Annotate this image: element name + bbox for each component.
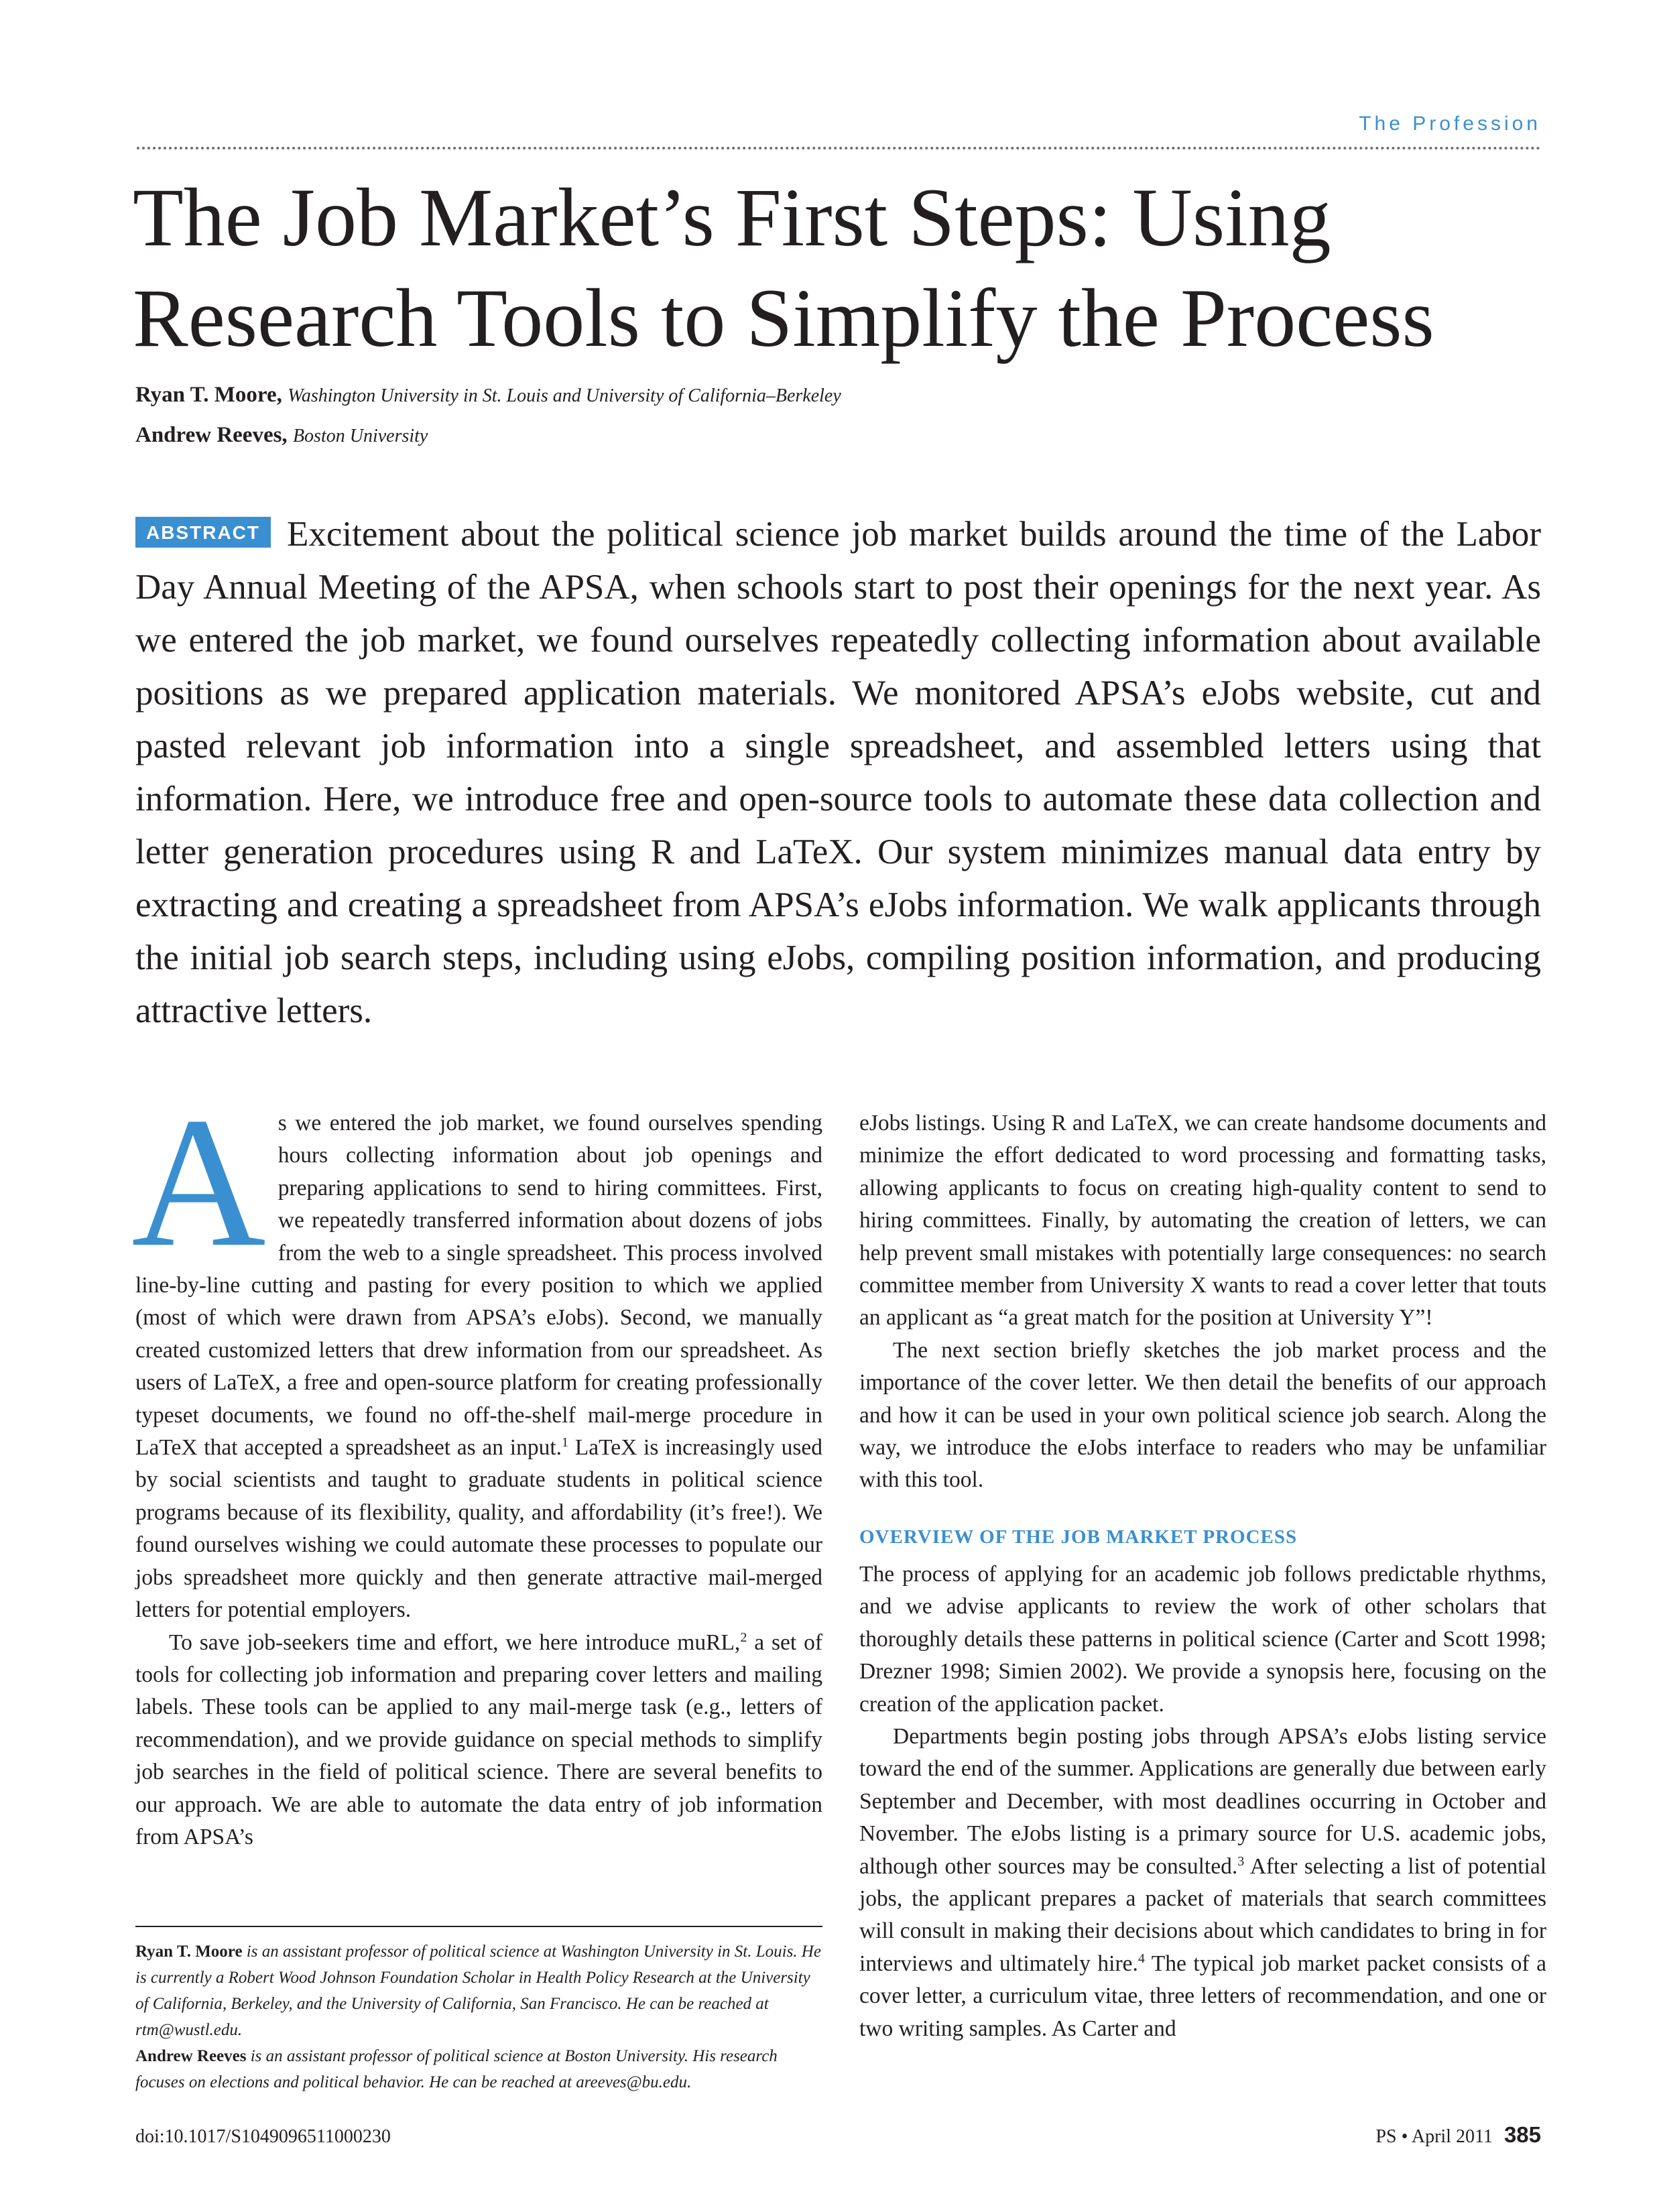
body-text: The typical job market packet consists of a cover letter, a curriculum vitae, three letters of recommendation, and one or two writing samples. As Carter and bbox=[859, 1951, 1546, 2041]
section-heading: OVERVIEW OF THE JOB MARKET PROCESS bbox=[859, 1526, 1298, 1548]
footnote-marker[interactable]: 2 bbox=[740, 1630, 747, 1645]
separator-bullet: • bbox=[1401, 2126, 1408, 2147]
body-text: a set of tools for collecting job information and preparing cover letters and mailing labels. These tools can be applied to any mail-merge task (e.g., letters of recommendation), and we provide guidance on special methods to simplify job searches in the field of political science. There are several benefits to our approach. We are able to automate the data entry of job information from APSA’s bbox=[135, 1630, 822, 1849]
body-paragraph: The process of applying for an academic job follows predictable rhythms, and we advise applicants to review the work of other scholars that thoroughly details these patterns in political science (Carter and Scott 1998; Drezner 1998; Simien 2002). We provide a synopsis here, focusing on the creation of the application packet. bbox=[859, 1561, 1546, 1717]
footnote-marker[interactable]: 3 bbox=[1237, 1853, 1245, 1869]
doi: doi:10.1017/S1049096511000230 bbox=[135, 2126, 391, 2147]
drop-cap: A bbox=[131, 1079, 266, 1286]
author-list bbox=[135, 375, 1543, 456]
author-entry bbox=[135, 375, 1543, 416]
body-paragraph: The next section briefly sketches the job market process and the importance of the cover letter. We then detail the benefits of our approach and how it can be used in your own political science job search. Along the way, we introduce the eJobs interface to readers who may be unfamiliar with this tool. bbox=[859, 1337, 1546, 1493]
abstract bbox=[135, 508, 1541, 1038]
footnote-marker[interactable]: 4 bbox=[1138, 1951, 1145, 1966]
bio-text: is an assistant professor of political science at Boston University. His research focuses on elections and political behavior. He can be reached at areeves@bu.edu. bbox=[135, 2047, 778, 2091]
body-text: After selecting a list of potential jobs, the applicant prepares a packet of materials that search committees will consult in making their decisions about which candidates to bring in for interviews and ultimately hire. bbox=[859, 1853, 1547, 1976]
author-bios bbox=[135, 1939, 822, 2095]
footnote-marker[interactable]: 1 bbox=[562, 1434, 569, 1450]
body-text: LaTeX is increasingly used by social scientists and taught to graduate students in political science programs because of its flexibility, quality, and affordability (it’s free!). We found ourselves wishing we could automate these processes to populate our jobs spreadsheet more quickly and then generate attractive mail-merged letters for potential employers. bbox=[135, 1435, 822, 1623]
author-affiliation: Boston University bbox=[292, 426, 428, 446]
journal-name: PS bbox=[1375, 2126, 1397, 2147]
section-label: The Profession bbox=[1359, 113, 1541, 135]
author-entry bbox=[135, 416, 1543, 456]
issue-date: April 2011 bbox=[1411, 2126, 1493, 2147]
body-column-right bbox=[859, 1107, 1546, 2045]
body-paragraph bbox=[131, 1079, 822, 1627]
author-name: Andrew Reeves, bbox=[135, 423, 288, 447]
body-paragraph bbox=[859, 1721, 1546, 2045]
header-divider bbox=[137, 147, 1541, 149]
bio-divider bbox=[135, 1926, 822, 1927]
bio-name: Andrew Reeves bbox=[135, 2047, 247, 2065]
body-text: s we entered the job market, we found ourselves spending hours collecting information about job openings and preparing applications to send to hiring committees. First, we repeatedly transferred information about dozens of jobs from the web to a single spreadsheet. This process involved line-by-line cutting and pasting for every position to which we applied (most of which were drawn from APSA’s eJobs). Second, we manually created customized letters that drew information from our spreadsheet. As users of LaTeX, a free and open-source platform for creating professionally typeset documents, we found no off-the-shelf mail-merge procedure in LaTeX that accepted a spreadsheet as an input. bbox=[135, 1111, 822, 1461]
body-column-left bbox=[131, 1079, 822, 1853]
body-paragraph: eJobs listings. Using R and LaTeX, we can create handsome documents and minimize the effort dedicated to word processing and formatting tasks, allowing applicants to focus on creating high-quality content to send to hiring committees. Finally, by automating the creation of letters, we can help prevent small mistakes with potentially large consequences: no search committee member from University X wants to read a cover letter that touts an applicant as “a great match for the position at University Y”! bbox=[859, 1111, 1546, 1331]
page-footer bbox=[1375, 2122, 1541, 2148]
article-title: The Job Market’s First Steps: Using Research Tools to Simplify the Process bbox=[133, 172, 1434, 364]
author-name: Ryan T. Moore, bbox=[135, 383, 282, 407]
author-bio bbox=[135, 2043, 822, 2095]
body-text: Departments begin posting jobs through APSA’s eJobs listing service toward the end of the summer. Applications are generally due between early September and December, with most deadlines occurring in October and November. The eJobs listing is a primary source for U.S. academic jobs, although other sources may be consulted. bbox=[859, 1723, 1546, 1879]
bio-text: is an assistant professor of political science at Washington University in St. Louis. He is currently a Robert Wood Johnson Foundation Scholar in Health Policy Research at the University of California, Berkeley, and the University of California, San Francisco. He can be reached at rtm@wustl.edu. bbox=[135, 1943, 821, 2039]
bio-name: Ryan T. Moore bbox=[135, 1943, 243, 1961]
abstract-badge: ABSTRACT bbox=[135, 517, 271, 548]
body-paragraph bbox=[135, 1627, 822, 1854]
body-text: To save job-seekers time and effort, we here introduce muRL, bbox=[169, 1630, 741, 1655]
page-number: 385 bbox=[1503, 2122, 1541, 2147]
abstract-text: Excitement about the political science job market builds around the time of the Labor Day Annual Meeting of the APSA, when schools start to post their openings for the next year. As we entered the job market, we found ourselves repeatedly collecting information about available positions as we prepared application materials. We monitored APSA’s eJobs website, cut and pasted relevant job information into a single spreadsheet, and assembled letters using that information. Here, we introduce free and open-source tools to automate these data collection and letter generation procedures using R and LaTeX. Our system minimizes manual data entry by extracting and creating a spreadsheet from APSA’s eJobs information. We walk applicants through the initial job search steps, including using eJobs, compiling position information, and producing attractive letters. bbox=[135, 515, 1541, 1030]
author-affiliation: Washington University in St. Louis and University of California–Berkeley bbox=[288, 385, 841, 406]
author-bio bbox=[135, 1939, 822, 2043]
